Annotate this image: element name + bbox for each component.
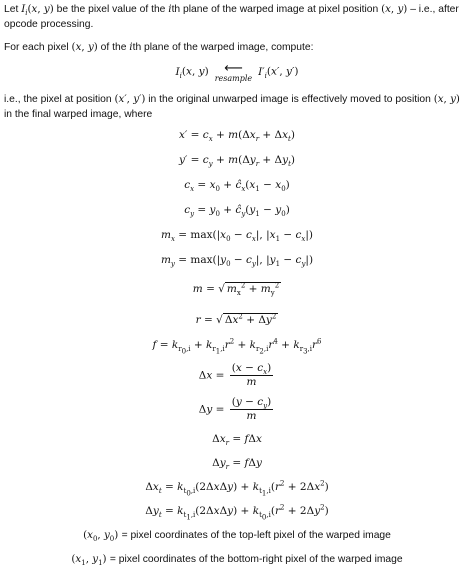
resample-label: resample: [214, 74, 253, 83]
eq-f: $f = k_{r_0,i} + k_{r_1,i}r^2 + k_{r_2,i}r^4 + k_{r_3,i}r^6$: [152, 337, 322, 356]
definition-bottom-right-text: = pixel coordinates of the bottom-right pixel of the warped image: [109, 554, 403, 565]
eq-delta-yt: $\Delta y_t = k_{t_1,i}(2\Delta x\Delta y) + k_{t_0,i}(r^2 + 2\Delta y^2)$: [145, 503, 329, 522]
eq-cx: $c_x = x_0$ + $ĉ_x(x_1 - x_0)$: [184, 179, 290, 194]
intro-paragraph: Let $I_i(x$, y) be the pixel value of the ith plane of the warped image at pixel position (x, y) – i.e., after opcode processing.: [4, 3, 459, 30]
definition-bottom-right: ($x_1$, $y_1$) = pixel coordinates of the bottom-right pixel of the warped image: [71, 553, 403, 568]
delta-x-fraction: $\frac{(x - c_x)}{m}$: [231, 362, 272, 388]
eq-y-prime: $y' = c_y + m(\Delta y_r + \Delta y_t)$: [178, 154, 296, 169]
eq-m: m = √ $m_x^2 + m_y^2$: [192, 281, 280, 298]
compute-instruction: For each pixel (x, y) of the ith plane of the warped image, compute:: [4, 41, 314, 53]
eq-delta-y: Δy = $\frac{(y - c_y)}{m}$: [198, 396, 272, 422]
definition-top-left-text: = pixel coordinates of the top-left pixel of the warped image: [121, 530, 391, 541]
eq-mx: $m_x = \max(|x_0 - c_x|$, $|x_1 - c_x|$): [160, 229, 313, 244]
eq-delta-yr: $\Delta y_r = f\Delta y$: [212, 457, 262, 472]
resample-arrow: ⟵ resample: [214, 61, 253, 83]
delta-y-fraction: $\frac{(y - c_y)}{m}$: [231, 396, 272, 422]
eq-delta-xt: $\Delta x_t = k_{t_0,i}(2\Delta x\Delta y) + k_{t_1,i}(r^2 + 2\Delta x^2)$: [145, 479, 329, 498]
explanation-paragraph: i.e., the pixel at position (x′, y′) in the original unwarped image is effectively moved to position (x, y) in the final warped image, where: [4, 93, 460, 120]
eq-cy: $c_y = y_0$ + $ĉ_y(y_1 - y_0)$: [184, 204, 290, 219]
eq-x-prime: $x' = c_x + m(\Delta x_r + \Delta x_t)$: [179, 129, 295, 144]
eq-delta-xr: $\Delta x_r = f\Delta x$: [212, 433, 262, 448]
resample-equation: $I_i(x$, y) ⟵ resample $I'_i(x'$, y′): [175, 61, 299, 83]
definition-top-left: ($x_0$, $y_0$) = pixel coordinates of the top-left pixel of the warped image: [83, 529, 391, 544]
eq-delta-x: Δx = $\frac{(x - c_x)}{m}$: [198, 362, 272, 388]
eq-r: r = √ $\Delta x^2 + \Delta y^2$: [195, 312, 277, 326]
eq-my: $m_y = \max(|y_0 - c_y|$, $|y_1 - c_y|$): [160, 254, 314, 269]
